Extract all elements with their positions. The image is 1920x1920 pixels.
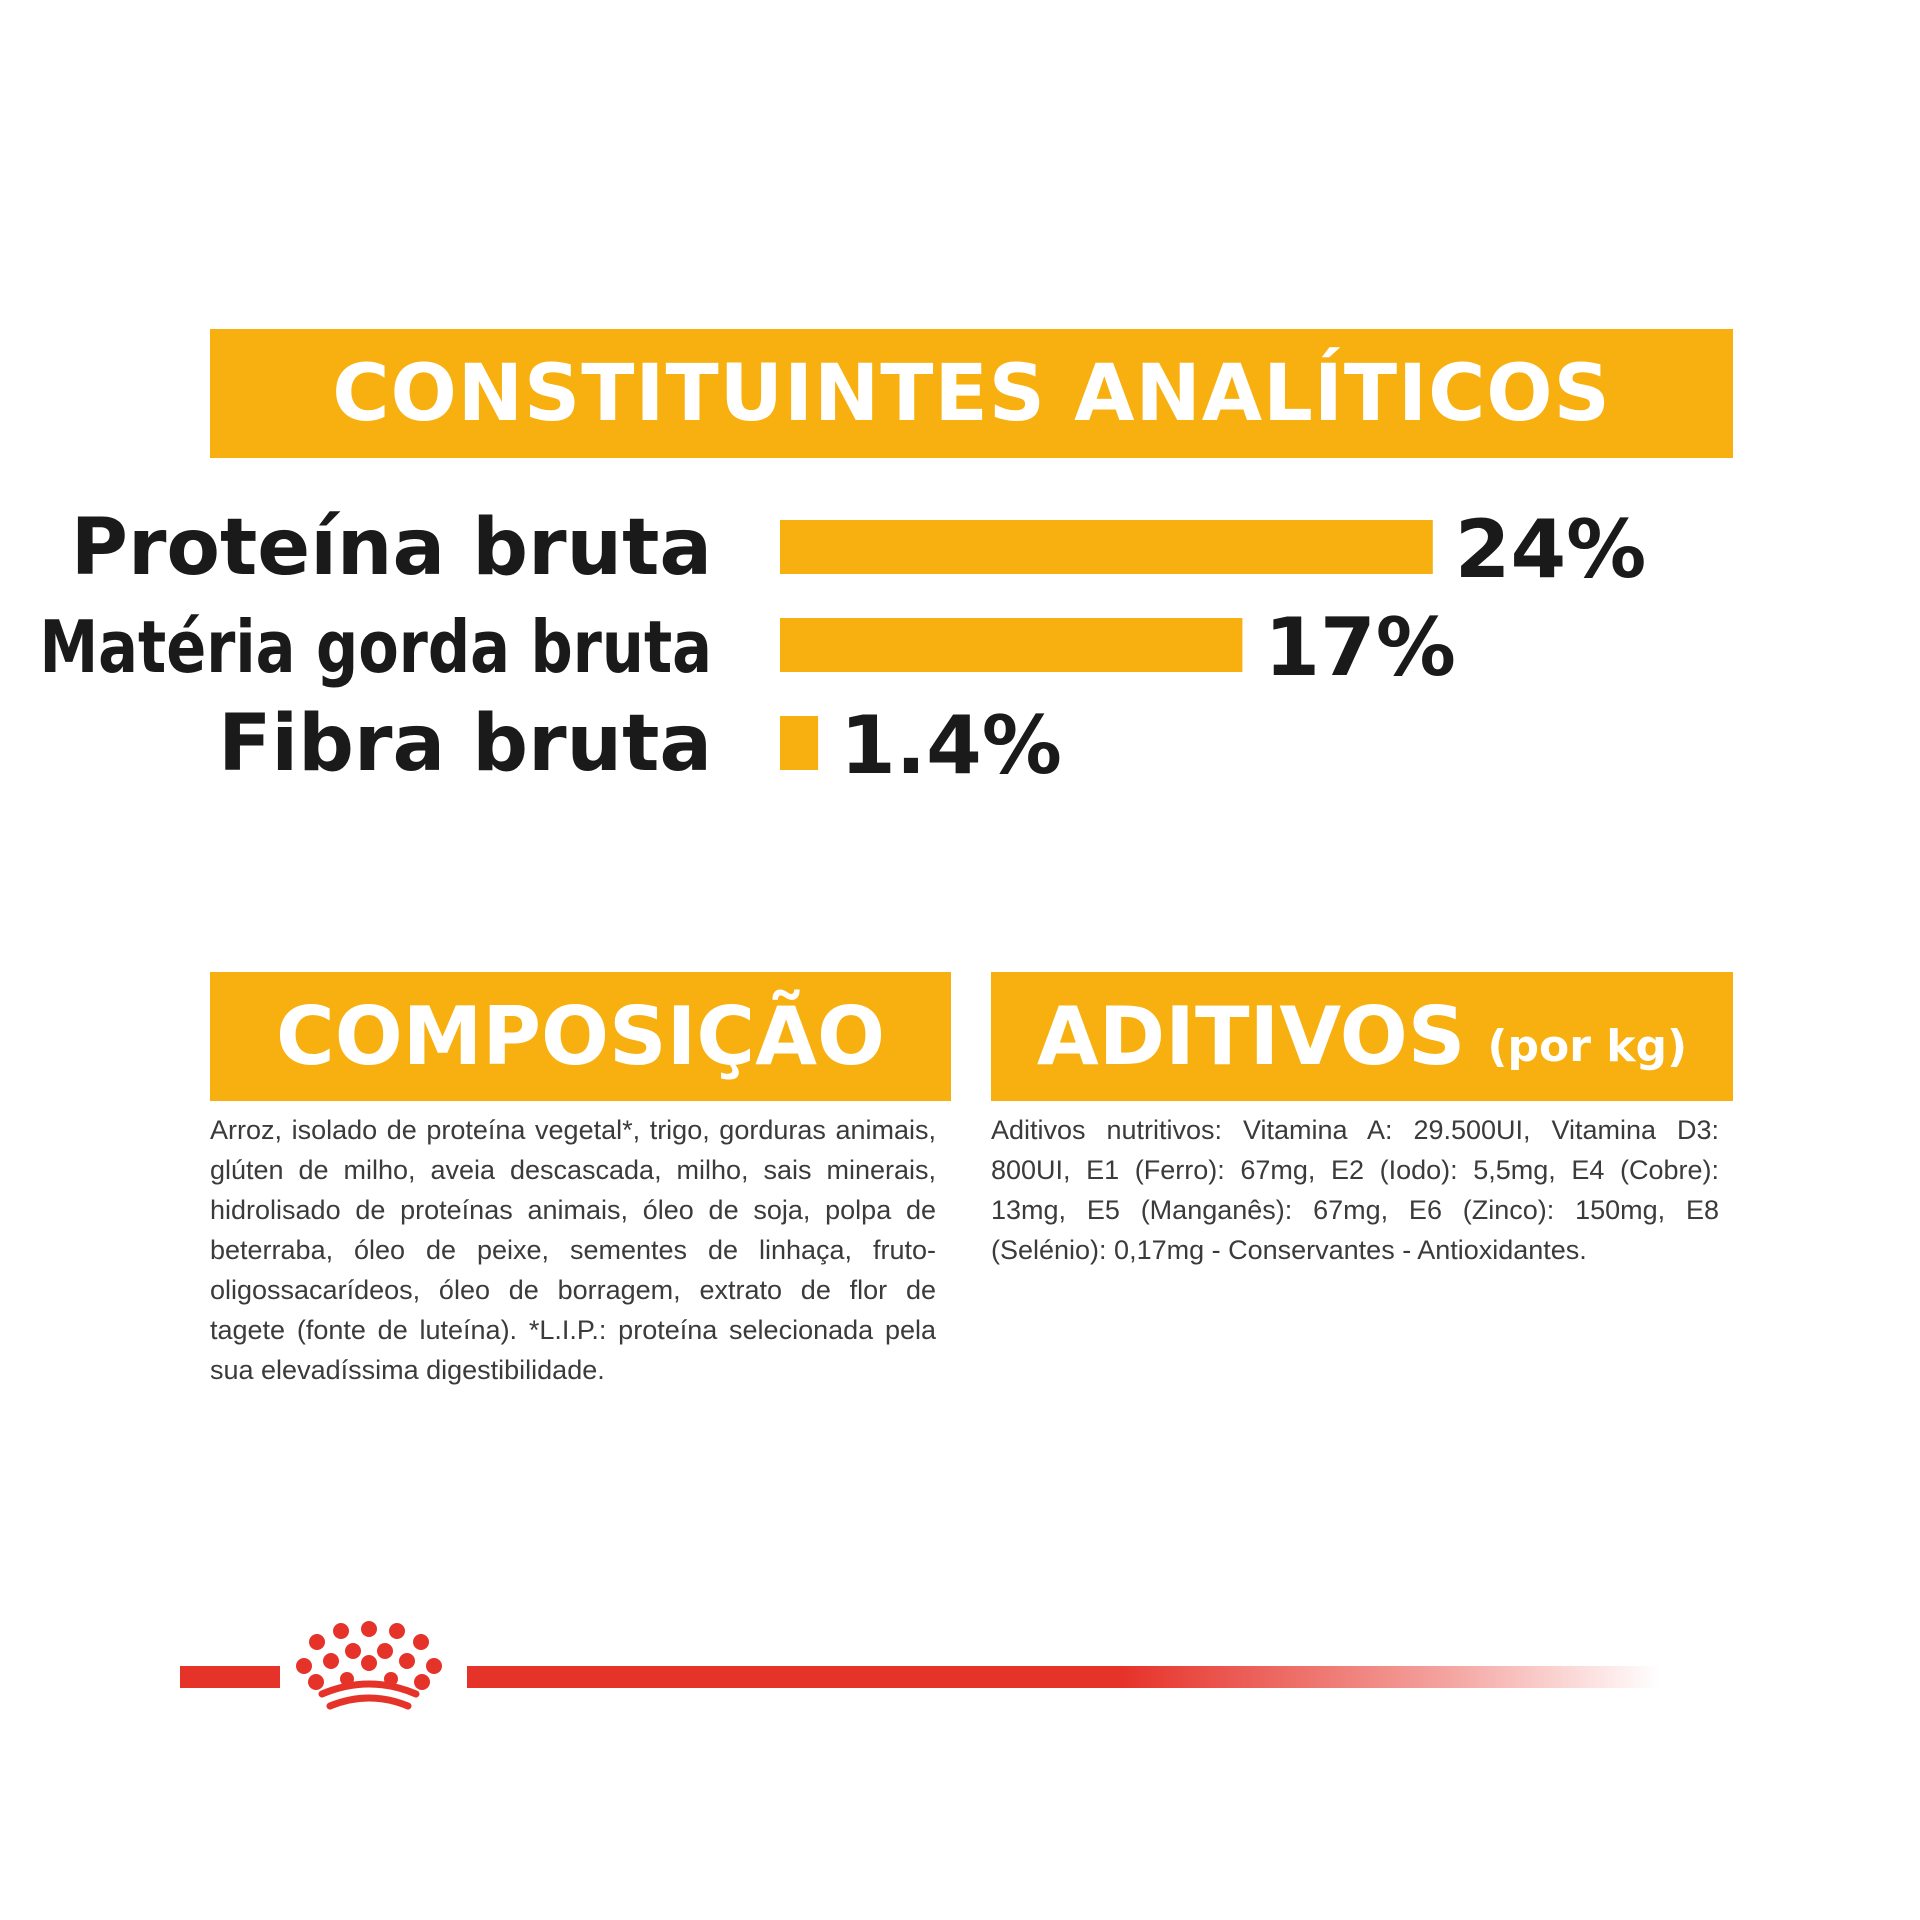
composition-title: COMPOSIÇÃO: [276, 990, 885, 1083]
bar-materia-gorda-bruta: [780, 618, 1242, 672]
value-label-materia-gorda-bruta: 17%: [1264, 601, 1456, 694]
composition-banner: [210, 972, 951, 1101]
analytic-constituents-banner: [210, 329, 1733, 458]
additives-subtitle: (por kg): [1487, 1021, 1688, 1072]
analytic-constituents-title: CONSTITUINTES ANALÍTICOS: [332, 348, 1611, 439]
bar-proteina-bruta: [780, 520, 1433, 574]
value-label-proteina-bruta: 24%: [1454, 503, 1647, 596]
category-label-fibra-bruta: Fibra bruta: [218, 699, 712, 789]
category-label-materia-gorda-bruta: Matéria gorda bruta: [39, 605, 713, 690]
value-label-fibra-bruta: 1.4%: [840, 699, 1062, 792]
royal-crown-logo-icon: [284, 1620, 454, 1715]
composition-text: Arroz, isolado de proteína vegetal*, trigo, gorduras animais, glúten de milho, aveia descascada, milho, sais minerais, hidrolisado de proteínas animais, óleo de soja, polpa de beterraba, óleo de peixe, sementes de linhaça, fruto-oligossacarídeos, óleo de borragem, extrato de flor de tagete (fonte de luteína). *L.I.P.: proteína selecionada pela sua elevadíssima digestibilidade.: [210, 1115, 936, 1385]
additives-text: Aditivos nutritivos: Vitamina A: 29.500UI, Vitamina D3: 800UI, E1 (Ferro): 67mg, E2 (Iodo): 5,5mg, E4 (Cobre): 13mg, E5 (Manganês): 67mg, E6 (Zinco): 150mg, E8 (Selénio): 0,17mg - Conservantes - Antioxidantes.: [991, 1115, 1719, 1265]
category-label-proteina-bruta: Proteína bruta: [70, 503, 712, 593]
divider-left-segment: [180, 1666, 280, 1688]
additives-banner: [991, 972, 1733, 1101]
bar-fibra-bruta: [780, 716, 818, 770]
divider-right-segment: [467, 1666, 1660, 1688]
additives-title: ADITIVOS: [1036, 990, 1466, 1083]
